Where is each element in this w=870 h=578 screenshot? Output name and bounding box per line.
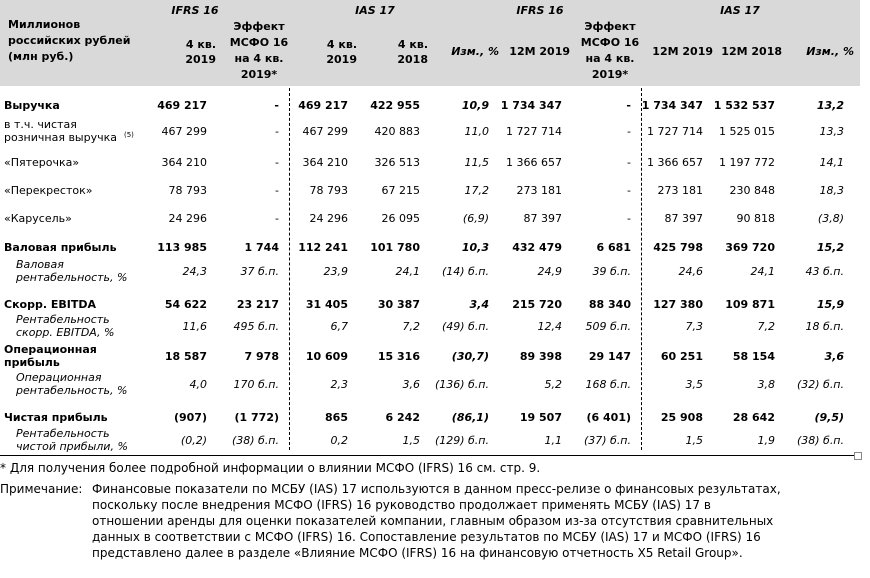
table-cell: (38) б.п. xyxy=(231,434,279,447)
row-label: Рентабельность xyxy=(16,313,110,326)
table-cell: 6 681 xyxy=(596,241,631,254)
table-cell: 11,6 xyxy=(182,320,207,333)
table-cell: 1 197 772 xyxy=(719,156,775,169)
table-cell: 467 299 xyxy=(161,125,207,138)
table-cell: 26 095 xyxy=(381,212,420,225)
table-cell: 11,5 xyxy=(464,156,489,169)
table-cell: 168 б.п. xyxy=(585,378,631,391)
table-cell: - xyxy=(627,212,631,225)
table-cell: 113 985 xyxy=(157,241,207,254)
row-label-superscript: (5) xyxy=(124,131,134,139)
table-cell: 5,2 xyxy=(544,378,562,391)
col-header-q4-2019-l1: 4 кв. xyxy=(185,38,216,51)
table-cell: 1,1 xyxy=(544,434,562,447)
table-cell: 90 818 xyxy=(736,212,775,225)
col-header-effect12-l4: 2019* xyxy=(591,68,629,81)
table-cell: 1 525 015 xyxy=(719,125,775,138)
col-header-effect-l2: МСФО 16 xyxy=(229,36,289,49)
table-cell: 170 б.п. xyxy=(233,378,279,391)
table-cell: 2,3 xyxy=(330,378,348,391)
col-header-q4-2019-l2: 2019 xyxy=(185,53,216,66)
table-cell: 18 587 xyxy=(164,350,207,363)
table-cell: 10,9 xyxy=(461,99,489,112)
table-cell: 15,2 xyxy=(816,241,844,254)
separator-q xyxy=(289,88,290,450)
table-cell: - xyxy=(627,184,631,197)
table-cell: 3,4 xyxy=(469,298,489,311)
table-cell: 509 б.п. xyxy=(585,320,631,333)
table-cell: (32) б.п. xyxy=(796,378,844,391)
table-cell: 19 507 xyxy=(519,411,562,424)
row-label: Валовая xyxy=(16,258,64,271)
row-label: Операционная xyxy=(16,371,102,384)
row-label: «Пятерочка» xyxy=(4,156,80,169)
note-label: Примечание: xyxy=(0,482,83,496)
group-header-ias17-12m: IAS 17 xyxy=(720,4,760,17)
col-header-ias-12m-2019: 12М 2019 xyxy=(652,45,713,58)
row-label: «Перекресток» xyxy=(4,184,93,197)
table-cell: 13,2 xyxy=(816,99,844,112)
table-cell: (37) б.п. xyxy=(583,434,631,447)
row-label: прибыль xyxy=(4,356,60,369)
table-cell: - xyxy=(275,125,279,138)
table-cell: (49) б.п. xyxy=(441,320,489,333)
row-label: рентабельность, % xyxy=(16,271,128,284)
col-header-ias-q4-2018-l1: 4 кв. xyxy=(397,38,428,51)
col-header-effect-l4: 2019* xyxy=(240,68,278,81)
table-cell: 273 181 xyxy=(516,184,562,197)
table-bottom-border xyxy=(0,455,860,456)
col-header-12m-2019: 12М 2019 xyxy=(509,45,570,58)
table-cell: (86,1) xyxy=(451,411,489,424)
table-cell: 24 296 xyxy=(309,212,348,225)
table-cell: 112 241 xyxy=(298,241,348,254)
table-cell: 7,2 xyxy=(402,320,420,333)
table-cell: 37 б.п. xyxy=(240,265,279,278)
table-cell: (129) б.п. xyxy=(434,434,489,447)
table-cell: 425 798 xyxy=(653,241,703,254)
table-cell: 18,3 xyxy=(819,184,844,197)
col-header-effect12-l2: МСФО 16 xyxy=(580,36,640,49)
table-cell: 1 744 xyxy=(244,241,279,254)
note-line-2: поскольку после внедрения МСФО (IFRS) 16 руководство продолжает применять МСБУ (IAS) 17 в xyxy=(92,498,711,512)
row-label: Выручка xyxy=(4,99,60,112)
table-cell: 88 340 xyxy=(588,298,631,311)
table-cell: 78 793 xyxy=(309,184,348,197)
col-header-ias-q4-2019-l1: 4 кв. xyxy=(326,38,357,51)
table-cell: 23,9 xyxy=(323,265,348,278)
row-label: Валовая прибыль xyxy=(4,241,117,254)
table-cell: (907) xyxy=(173,411,207,424)
table-cell: 10 609 xyxy=(305,350,348,363)
header-label-line-3: (млн руб.) xyxy=(8,50,74,63)
table-cell: 39 б.п. xyxy=(592,265,631,278)
table-cell: 13,3 xyxy=(819,125,844,138)
table-cell: 15,9 xyxy=(816,298,844,311)
col-header-effect12-l1: Эффект xyxy=(584,20,636,33)
note-line-5: представлено далее в разделе «Влияние МСФО (IFRS) 16 на финансовую отчетность X5 Retail Group». xyxy=(92,546,743,560)
table-cell: 273 181 xyxy=(657,184,703,197)
group-header-ifrs16-12m: IFRS 16 xyxy=(516,4,564,17)
table-cell: 326 513 xyxy=(374,156,420,169)
table-cell: 17,2 xyxy=(464,184,489,197)
table-cell: 54 622 xyxy=(164,298,207,311)
table-cell: (6 401) xyxy=(586,411,631,424)
row-label: Чистая прибыль xyxy=(4,411,108,424)
table-cell: 364 210 xyxy=(161,156,207,169)
table-cell: 127 380 xyxy=(653,298,703,311)
row-label: розничная выручка xyxy=(4,131,117,144)
table-cell: 18 б.п. xyxy=(805,320,844,333)
table-cell: 3,6 xyxy=(402,378,420,391)
table-cell: 67 215 xyxy=(381,184,420,197)
note-line-4: данных в соответствии с МСФО (IFRS) 16. Сопоставление результатов по МСБУ (IAS) 17 и МСФО (IFRS) 16 xyxy=(92,530,761,544)
table-cell: 89 398 xyxy=(519,350,562,363)
col-header-ias-q4-2019-l2: 2019 xyxy=(326,53,357,66)
table-cell: 3,8 xyxy=(757,378,775,391)
row-label: Рентабельность xyxy=(16,427,110,440)
table-cell: - xyxy=(274,99,279,112)
table-cell: (136) б.п. xyxy=(434,378,489,391)
table-cell: (38) б.п. xyxy=(796,434,844,447)
table-cell: 25 908 xyxy=(660,411,703,424)
table-cell: 87 397 xyxy=(664,212,703,225)
table-cell: 29 147 xyxy=(588,350,631,363)
header-label-line-2: российских рублей xyxy=(8,34,131,47)
table-cell: 3,6 xyxy=(824,350,844,363)
table-cell: 10,3 xyxy=(461,241,489,254)
table-cell: 3,5 xyxy=(685,378,703,391)
table-cell: (30,7) xyxy=(451,350,489,363)
table-cell: 30 387 xyxy=(377,298,420,311)
table-cell: 60 251 xyxy=(660,350,703,363)
table-cell: (0,2) xyxy=(180,434,207,447)
col-header-effect12-l3: на 4 кв. xyxy=(585,52,635,65)
table-cell: 469 217 xyxy=(298,99,348,112)
table-cell: (6,9) xyxy=(462,212,489,225)
table-cell: 1 532 537 xyxy=(713,99,775,112)
table-cell: 43 б.п. xyxy=(805,265,844,278)
table-cell: - xyxy=(275,184,279,197)
table-cell: 87 397 xyxy=(523,212,562,225)
table-cell: 865 xyxy=(325,411,348,424)
table-cell: 101 780 xyxy=(370,241,420,254)
note-line-1: Финансовые показатели по МСБУ (IAS) 17 используются в данном пресс-релизе о финансовых результатах, xyxy=(92,482,781,496)
table-cell: 24 296 xyxy=(168,212,207,225)
table-cell: (3,8) xyxy=(817,212,844,225)
footnote: * Для получения более подробной информации о влиянии МСФО (IFRS) 16 см. стр. 9. xyxy=(0,461,541,475)
table-cell: 31 405 xyxy=(305,298,348,311)
table-cell: 495 б.п. xyxy=(233,320,279,333)
table-cell: 28 642 xyxy=(732,411,775,424)
table-cell: 6,7 xyxy=(330,320,348,333)
table-cell: 15 316 xyxy=(377,350,420,363)
table-cell: 58 154 xyxy=(732,350,775,363)
table-cell: 24,3 xyxy=(182,265,207,278)
table-cell: 24,9 xyxy=(537,265,562,278)
col-header-ias-12m-2018: 12М 2018 xyxy=(721,45,782,58)
row-label: скорр. EBITDA, % xyxy=(16,326,115,339)
row-label: Скорр. EBITDA xyxy=(4,298,96,311)
table-cell: - xyxy=(627,156,631,169)
table-cell: 24,1 xyxy=(750,265,775,278)
table-cell: 422 955 xyxy=(370,99,420,112)
table-cell: 1,9 xyxy=(757,434,775,447)
table-cell: 24,1 xyxy=(395,265,420,278)
table-cell: 14,1 xyxy=(819,156,844,169)
table-cell: 432 479 xyxy=(512,241,562,254)
table-cell: (1 772) xyxy=(234,411,279,424)
col-header-effect-l3: на 4 кв. xyxy=(234,52,284,65)
table-cell: 1 734 347 xyxy=(641,99,703,112)
table-cell: 7,3 xyxy=(685,320,703,333)
table-cell: 1 727 714 xyxy=(506,125,562,138)
table-cell: 469 217 xyxy=(157,99,207,112)
col-header-ias-q4-2018-l2: 2018 xyxy=(397,53,428,66)
row-label: «Карусель» xyxy=(4,212,72,225)
table-cell: 109 871 xyxy=(725,298,775,311)
table-cell: 7 978 xyxy=(244,350,279,363)
row-label: в т.ч. чистая xyxy=(4,118,77,131)
table-cell: 467 299 xyxy=(302,125,348,138)
header-label-line-1: Миллионов xyxy=(8,18,81,31)
table-cell: 6 242 xyxy=(385,411,420,424)
table-cell: 0,2 xyxy=(330,434,348,447)
table-cell: 215 720 xyxy=(512,298,562,311)
table-cell: 1 366 657 xyxy=(647,156,703,169)
table-cell: 364 210 xyxy=(302,156,348,169)
table-cell: - xyxy=(626,99,631,112)
row-label: рентабельность, % xyxy=(16,384,128,397)
separator-12m xyxy=(641,88,642,450)
group-header-ias17-q: IAS 17 xyxy=(355,4,395,17)
col-header-effect-l1: Эффект xyxy=(233,20,285,33)
table-cell: (14) б.п. xyxy=(441,265,489,278)
resize-handle[interactable] xyxy=(854,452,862,460)
col-header-change-q: Изм., % xyxy=(451,45,499,58)
table-cell: 1,5 xyxy=(402,434,420,447)
table-cell: - xyxy=(275,212,279,225)
table-cell: 1,5 xyxy=(685,434,703,447)
table-cell: 420 883 xyxy=(374,125,420,138)
table-cell: 1 366 657 xyxy=(506,156,562,169)
table-cell: 4,0 xyxy=(189,378,207,391)
table-cell: 12,4 xyxy=(537,320,562,333)
table-cell: - xyxy=(627,125,631,138)
table-cell: 369 720 xyxy=(725,241,775,254)
table-cell: 78 793 xyxy=(168,184,207,197)
row-label: чистой прибыли, % xyxy=(16,440,128,453)
table-cell: - xyxy=(275,156,279,169)
group-header-ifrs16-q: IFRS 16 xyxy=(171,4,219,17)
table-cell: 7,2 xyxy=(757,320,775,333)
table-cell: (9,5) xyxy=(814,411,844,424)
table-cell: 230 848 xyxy=(729,184,775,197)
row-label: Операционная xyxy=(4,343,97,356)
col-header-change-12m: Изм., % xyxy=(806,45,854,58)
table-cell: 23 217 xyxy=(236,298,279,311)
table-cell: 24,6 xyxy=(678,265,703,278)
table-cell: 11,0 xyxy=(464,125,489,138)
table-cell: 1 734 347 xyxy=(500,99,562,112)
table-cell: 1 727 714 xyxy=(647,125,703,138)
note-line-3: отношении аренды для оценки показателей компании, главным образом из-за отсутствия сравнительных xyxy=(92,514,774,528)
